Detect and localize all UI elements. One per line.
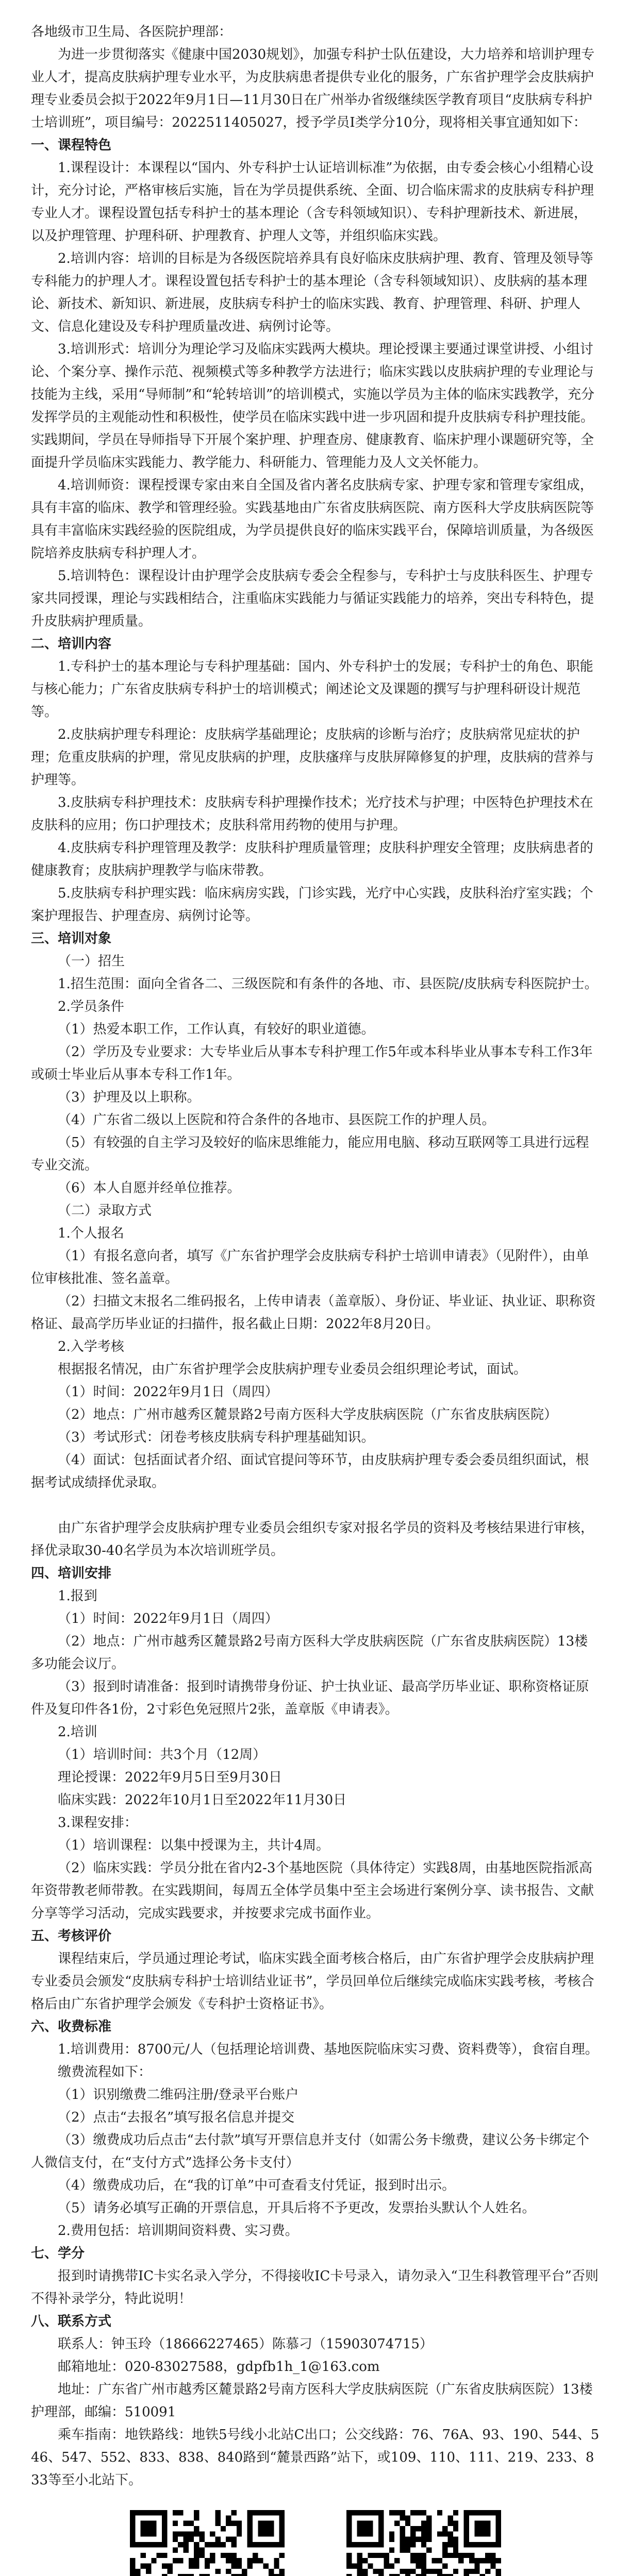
arrangements-paragraph: 缴费流程如下： xyxy=(58,2064,152,2080)
training-targets-heading: 三、培训对象 xyxy=(31,931,112,946)
arrangements-paragraph: （2）地点：广州市越秀区麓景路2号南方医科大学皮肤病医院（广东省皮肤病医院）13楼多功能会议厅。 xyxy=(31,1634,588,1672)
qr-code-icon xyxy=(130,2510,285,2576)
arrangements-paragraph: 邮箱地址：020-83027588，gdpfb1h_1@163.com xyxy=(58,2359,380,2375)
training-targets-paragraph: （4）面试：包括面试者介绍、面试官提问等环节，由皮肤病护理专委会委员组织面试，根据考试成绩择优录取。 xyxy=(31,1452,589,1490)
intro-paragraph: 各地级市卫生局、各医院护理部： xyxy=(31,24,233,40)
arrangements-paragraph: 理论授课：2022年9月5日至9月30日 xyxy=(58,1770,282,1785)
arrangements-paragraph: （1）识别缴费二维码注册/登录平台账户 xyxy=(58,2087,299,2103)
training-targets-paragraph: （6）本人自愿并经单位推荐。 xyxy=(58,1180,241,1196)
arrangements-paragraph: （4）缴费成功后，在“我的订单”中可查看支付凭证，报到时出示。 xyxy=(58,2178,456,2193)
training-targets-paragraph: （4）广东省二级以上医院和符合条件的各地市、县医院工作的护理人员。 xyxy=(58,1112,495,1128)
qr-code-icon xyxy=(346,2510,501,2576)
arrangements-paragraph: 报到时请携带IC卡实名录入学分，不得接收IC卡号录入，请勿录入“卫生科教管理平台”否则不得补录学分，特此说明！ xyxy=(31,2268,599,2307)
training-targets-paragraph: （2）扫描文末报名二维码报名，上传申请表（盖章版）、身份证、毕业证、执业证、职称资格证、最高学历毕业证的扫描件，报名截止日期：2022年8月20日。 xyxy=(31,1294,596,1332)
course-features-paragraph: 4.培训师资：课程授课专家由来自全国及省内著名皮肤病专家、护理专家和管理专家组成，具有丰富的临床、教学和管理经验。实践基地由广东省皮肤病医院、南方医科大学皮肤病医院等具有丰富临床实践经验的医院组成，为学员提供良好的临床实践平台，保障培训质量，为各级医院培养皮肤病专科护理人才。 xyxy=(31,478,594,561)
course-features-paragraph: 2.培训内容：培训的目标是为各级医院培养具有良好临床皮肤病护理、教育、管理及领导等专科能力的护理人才。课程设置包括专科护士的基本理论（含专科领域知识）、皮肤病的基本理论、新技术、新知识、新进展，皮肤病专科护士的临床实践、教育、护理管理、科研、护理人文、信息化建设及专科护理质量改进、病例讨论等。 xyxy=(31,251,593,334)
training-targets-paragraph: （一）招生 xyxy=(58,954,125,969)
arrangements-paragraph: 乘车指南：地铁路线：地铁5号线小北站C出口；公交线路：76、76A、93、190、544、546、547、552、833、838、840路到“麓景西路”站下，或109、110、111、219、233、833等至小北站下。 xyxy=(31,2427,600,2488)
arrangements-paragraph: 由广东省护理学会皮肤病护理专业委员会组织专家对报名学员的资料及考核结果进行审核，择优录取30-40名学员为本次培训班学员。 xyxy=(31,1520,594,1558)
arrangements-heading: 四、培训安排 xyxy=(31,1566,112,1581)
training-targets-paragraph: （1）时间：2022年9月1日（周四） xyxy=(58,1384,278,1400)
training-content-paragraph: 2.皮肤病护理专科理论：皮肤病学基础理论；皮肤病的诊断与治疗；皮肤病常见症状的护理；危重皮肤病的护理，常见皮肤病的护理，皮肤瘙痒与皮肤屏障修复的护理，皮肤病的营养与护理等。 xyxy=(31,727,594,788)
arrangements-paragraph: （5）请务必填写正确的开票信息，开具后将不予更改，发票抬头默认个人姓名。 xyxy=(58,2200,536,2216)
arrangements-paragraph: （1）培训课程：以集中授课为主，共计4周。 xyxy=(58,1838,330,1853)
training-targets-paragraph: 2.入学考核 xyxy=(58,1339,124,1354)
course-features-paragraph: 1.课程设计：本课程以“国内、外专科护士认证培训标准”为依据，由专委会核心小组精心设计，充分讨论，严格审核后实施，旨在为学员提供系统、全面、切合临床需求的皮肤病专科护理专业人才。课程设置包括专科护士的基本理论（含专科领域知识）、专科护理新技术、新进展，以及护理管理、护理科研、护理教育、护理人文等，并组织临床实践。 xyxy=(31,160,594,244)
arrangements-paragraph: 3.课程安排： xyxy=(58,1815,138,1831)
training-targets-paragraph: （2）地点：广州市越秀区麓景路2号南方医科大学皮肤病医院（广东省皮肤病医院） xyxy=(58,1407,558,1422)
arrangements-paragraph: （3）报到时请准备：报到时请携带身份证、护士执业证、最高学历毕业证、职称资格证原件及复印件各1份，2寸彩色免冠照片2张，盖章版《申请表》。 xyxy=(31,1679,589,1717)
course-features-heading: 一、课程特色 xyxy=(31,138,112,153)
training-targets-paragraph: （1）有报名意向者，填写《广东省护理学会皮肤病专科护士培训申请表》（见附件），由单位审核批准、签名盖章。 xyxy=(31,1248,589,1286)
registration-qr-code[interactable] xyxy=(130,2510,285,2576)
training-targets-paragraph: （3）考试形式：闭卷考核皮肤病专科护理基础知识。 xyxy=(58,1430,375,1445)
arrangements-heading: 八、联系方式 xyxy=(31,2314,112,2329)
arrangements-paragraph: 1.培训费用：8700元/人（包括理论培训费、基地医院临床实习费、资料费等），食宿自理。 xyxy=(58,2042,599,2057)
training-targets-paragraph: 1.招生范围：面向全省各二、三级医院和有条件的各地、市、县医院/皮肤病专科医院护士。 xyxy=(58,976,598,992)
course-features-paragraph: 3.培训形式：培训分为理论学习及临床实践两大模块。理论授课主要通过课堂讲授、小组讨论、个案分享、操作示范、视频模式等多种教学方法进行；临床实践以皮肤病护理的专业理论与技能为主线，采用“导师制”和“轮转培训”的培训模式，实施以学员为主体的临床实践教学，充分发挥学员的主观能动性和积极性，使学员在临床实践中进一步巩固和提升皮肤病专科护理技能。实践期间，学员在导师指导下开展个案护理、护理查房、健康教育、临床护理小课题研究等，全面提升学员临床实践能力、教学能力、科研能力、管理能力及人文关怀能力。 xyxy=(31,342,595,470)
arrangements-paragraph: （1）培训时间：共3个月（12周） xyxy=(58,1747,267,1762)
section-training-targets xyxy=(31,927,600,1494)
qr-code-row xyxy=(31,2510,600,2576)
training-targets-paragraph: 1.个人报名 xyxy=(58,1226,124,1241)
training-targets-paragraph: 根据报名情况，由广东省护理学会皮肤病护理专业委员会组织理论考试，面试。 xyxy=(58,1362,527,1377)
arrangements-paragraph: （2）临床实践：学员分批在省内2-3个基地医院（具体待定）实践8周，由基地医院指派高年资带教老师带教。在实践期间，每周五全体学员集中至主会场进行案例分享、读书报告、文献分享等学习活动，完成实践要求，并按要求完成书面作业。 xyxy=(31,1860,594,1921)
payment-qr-code[interactable] xyxy=(346,2510,501,2576)
payment-qr-block xyxy=(346,2510,501,2576)
training-targets-paragraph: （2）学历及专业要求：大专毕业后从事本专科护理工作5年或本科毕业从事本专科工作3年或硕士毕业后从事本专科工作1年。 xyxy=(31,1044,593,1082)
arrangements-paragraph: 临床实践：2022年10月1日至2022年11月30日 xyxy=(58,1792,347,1808)
arrangements-heading: 五、考核评价 xyxy=(31,1928,112,1944)
course-features-paragraph: 5.培训特色：课程设计由护理学会皮肤病专委会全程参与，专科护士与皮肤科医生、护理专家共同授课，理论与实践相结合，注重临床实践能力与循证实践能力的培养，突出专科特色，提升皮肤病护理质量。 xyxy=(31,568,594,629)
training-content-heading: 二、培训内容 xyxy=(31,636,112,652)
arrangements-paragraph: （1）时间：2022年9月1日（周四） xyxy=(58,1611,278,1626)
section-training-content xyxy=(31,633,600,927)
arrangements-heading: 七、学分 xyxy=(31,2246,85,2261)
arrangements-paragraph: （2）点击“去报名”填写报名信息并提交 xyxy=(58,2110,295,2125)
training-targets-paragraph: （3）护理及以上职称。 xyxy=(58,1090,201,1105)
intro-section xyxy=(31,21,600,134)
training-content-paragraph: 5.皮肤病专科护理实践：临床病房实践，门诊实践，光疗中心实践，皮肤科治疗室实践；个案护理报告、护理查房、病例讨论等。 xyxy=(31,886,593,924)
training-targets-paragraph: （1）热爱本职工作，工作认真，有较好的职业道德。 xyxy=(58,1022,375,1037)
training-content-paragraph: 1.专科护士的基本理论与专科护理基础：国内、外专科护士的发展；专科护士的角色、职能与核心能力；广东省皮肤病专科护士的培训模式；阐述论文及课题的撰写与护理科研设计规范等。 xyxy=(31,659,593,720)
arrangements-paragraph: （3）缴费成功后点击“去付款”填写开票信息并支付（如需公务卡缴费，建议公务卡绑定个人微信支付，在“支付方式”选择公务卡支付） xyxy=(31,2132,590,2171)
training-content-paragraph: 3.皮肤病专科护理技术：皮肤病专科护理操作技术；光疗技术与护理；中医特色护理技术在皮肤科的应用；伤口护理技术；皮肤科常用药物的使用与护理。 xyxy=(31,795,593,833)
arrangements-paragraph: 1.报到 xyxy=(58,1588,97,1604)
arrangements-paragraph: 地址：广东省广州市越秀区麓景路2号南方医科大学皮肤病医院（广东省皮肤病医院）13楼护理部，邮编：510091 xyxy=(31,2382,593,2420)
section-arrangements xyxy=(31,1517,600,2492)
arrangements-paragraph: 联系人：钟玉玲（18666227465）陈慕刁（15903074715） xyxy=(58,2336,433,2352)
arrangements-heading: 六、收费标准 xyxy=(31,2019,112,2035)
training-targets-paragraph: 2.学员条件 xyxy=(58,999,124,1014)
arrangements-paragraph: 2.培训 xyxy=(58,1724,97,1740)
arrangements-paragraph: 2.费用包括：培训期间资料费、实习费。 xyxy=(58,2223,298,2239)
training-targets-paragraph: （5）有较强的自主学习及较好的临床思维能力，能应用电脑、移动互联网等工具进行远程专业交流。 xyxy=(31,1135,589,1173)
intro-paragraph: 为进一步贯彻落实《健康中国2030规划》，加强专科护士队伍建设，大力培养和培训护理专业人才，提高皮肤病护理专业水平，为皮肤病患者提供专业化的服务，广东省护理学会皮肤病护理专业委员会拟于2022年9月1日—11月30日在广州举办省级继续医学教育项目“皮肤病专科护士培训班”，项目编号：2022511405027，授予学员I类学分10分，现将相关事宜通知如下： xyxy=(31,47,595,130)
arrangements-paragraph: 课程结束后，学员通过理论考试，临床实践全面考核合格后，由广东省护理学会皮肤病护理专业委员会颁发“皮肤病专科护士培训结业证书”，学员回单位后继续完成临床实践考核，考核合格后由广东省护理学会颁发《专科护士资格证书》。 xyxy=(31,1951,594,2012)
training-targets-paragraph: （二）录取方式 xyxy=(58,1203,152,1218)
registration-qr-block xyxy=(130,2510,285,2576)
section-course-features xyxy=(31,134,600,633)
training-content-paragraph: 4.皮肤病专科护理管理及教学：皮肤科护理质量管理；皮肤科护理安全管理；皮肤病患者的健康教育；皮肤病护理教学与临床带教。 xyxy=(31,840,593,878)
